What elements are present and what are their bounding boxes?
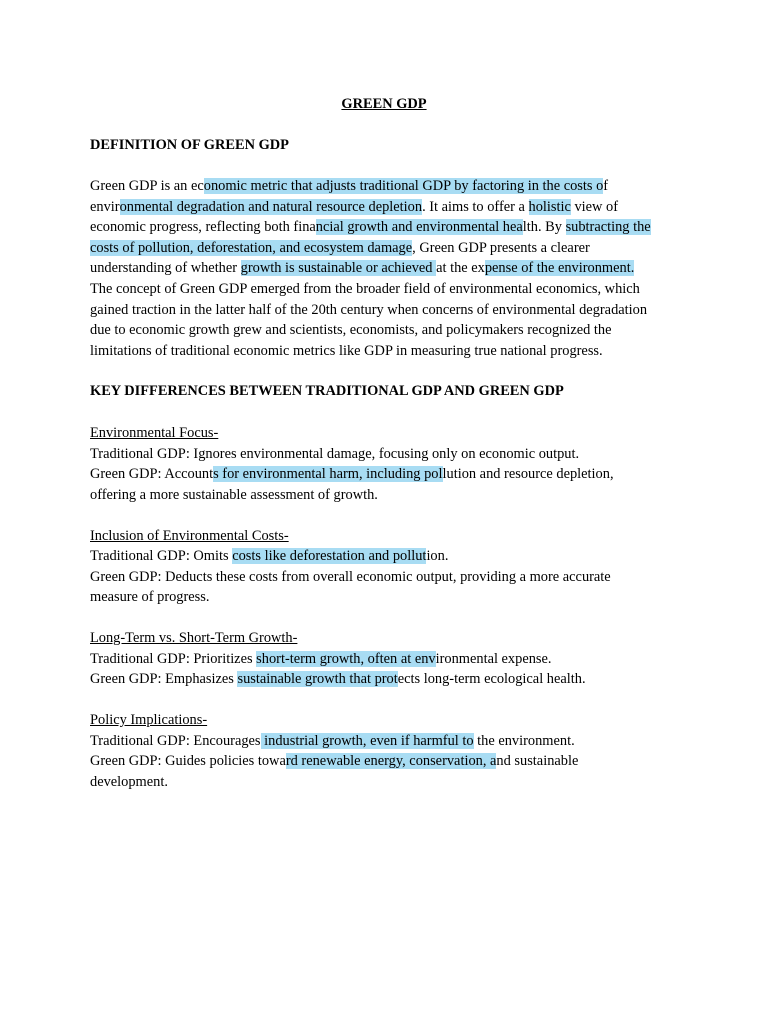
text-segment: the environment. <box>473 732 575 749</box>
text-segment: lth. By <box>522 219 566 236</box>
highlighted-text: costs like deforestation and pollut <box>232 548 427 565</box>
paragraph-line <box>90 279 640 300</box>
section-line <box>90 464 614 485</box>
paragraph-line <box>90 197 618 218</box>
highlighted-text: subtracting the <box>565 219 651 236</box>
paragraph-line <box>90 320 612 341</box>
text-segment: view of <box>570 198 619 215</box>
text-segment: ironmental expense. <box>435 650 552 667</box>
text-segment: ects long-term ecological health. <box>397 671 586 688</box>
highlighted-text: ncial growth and environmental hea <box>315 219 523 236</box>
section-heading: Inclusion of Environmental Costs- <box>90 527 289 544</box>
highlighted-text: onomic metric that adjusts traditional GDP by factoring in the costs o <box>203 178 604 194</box>
definition-heading: DEFINITION OF GREEN GDP <box>90 137 289 153</box>
paragraph-line <box>90 238 590 259</box>
text-segment: Green GDP: Emphasizes <box>90 671 238 688</box>
section-line <box>90 751 578 772</box>
section-line <box>90 444 579 465</box>
text-segment: Traditional GDP: Prioritizes <box>90 650 257 667</box>
text-segment: limitations of traditional economic metrics like GDP in measuring true national progress. <box>90 342 603 359</box>
section-line <box>90 587 209 608</box>
paragraph-line <box>90 176 608 197</box>
highlighted-text: costs of pollution, deforestation, and ecosystem damage <box>90 239 413 256</box>
highlighted-text: onmental degradation and natural resource depletion <box>119 198 423 215</box>
text-segment: Green GDP is an ec <box>90 178 204 194</box>
paragraph-line <box>90 341 603 362</box>
section-line <box>90 669 586 690</box>
text-segment: gained traction in the latter half of the 20th century when concerns of environmental degradation <box>90 301 648 318</box>
text-segment: at the ex <box>436 260 485 277</box>
text-segment: Traditional GDP: Omits <box>90 548 233 565</box>
section-heading: Environmental Focus- <box>90 425 219 441</box>
differences-heading: KEY DIFFERENCES BETWEEN TRADITIONAL GDP AND GREEN GDP <box>90 383 564 399</box>
text-segment: . It aims to offer a <box>422 198 529 215</box>
highlighted-text: short-term growth, often at env <box>256 650 436 667</box>
text-segment: , Green GDP presents a clearer <box>412 239 590 256</box>
text-segment: development. <box>90 773 168 790</box>
document-title: GREEN GDP <box>341 96 427 112</box>
text-segment: Traditional GDP: Encourages <box>90 732 261 749</box>
section-line <box>90 731 575 752</box>
text-segment: economic progress, reflecting both fina <box>90 219 316 236</box>
text-segment: envir <box>90 198 120 215</box>
text-segment: lution and resource depletion, <box>442 466 614 483</box>
section-line <box>90 567 611 588</box>
highlighted-text: sustainable growth that prot <box>237 671 398 688</box>
text-segment: due to economic growth grew and scientists, economists, and policymakers recognized the <box>90 322 612 339</box>
text-segment: measure of progress. <box>90 589 210 606</box>
paragraph-line <box>90 258 634 279</box>
section-heading: Long-Term vs. Short-Term Growth- <box>90 630 298 646</box>
section-line <box>90 546 448 567</box>
text-segment: offering a more sustainable assessment of growth. <box>90 486 378 503</box>
section-line <box>90 772 168 793</box>
text-segment: understanding of whether <box>90 260 241 277</box>
text-segment: f <box>603 178 609 194</box>
highlighted-text: pense of the environment. <box>484 260 635 277</box>
text-segment: Green GDP: Account <box>90 466 214 483</box>
section-line <box>90 649 552 670</box>
text-segment: nd sustainable <box>496 753 579 770</box>
text-segment: Traditional GDP: Ignores environmental damage, focusing only on economic output. <box>90 445 580 462</box>
section-heading: Policy Implications- <box>90 712 208 728</box>
text-segment: ion. <box>426 548 449 565</box>
section-line <box>90 485 378 506</box>
paragraph-line <box>90 300 647 321</box>
highlighted-text: holistic <box>528 198 571 215</box>
text-segment: Green GDP: Deducts these costs from overall economic output, providing a more accurate <box>90 568 611 585</box>
highlighted-text: rd renewable energy, conservation, a <box>285 753 497 770</box>
text-segment: The concept of Green GDP emerged from the broader field of environmental economics, which <box>90 281 640 297</box>
highlighted-text: growth is sustainable or achieved <box>240 260 437 277</box>
highlighted-text: s for environmental harm, including pol <box>213 466 443 483</box>
paragraph-line <box>90 217 651 238</box>
text-segment: Green GDP: Guides policies towa <box>90 753 286 770</box>
highlighted-text: industrial growth, even if harmful to <box>260 732 474 749</box>
